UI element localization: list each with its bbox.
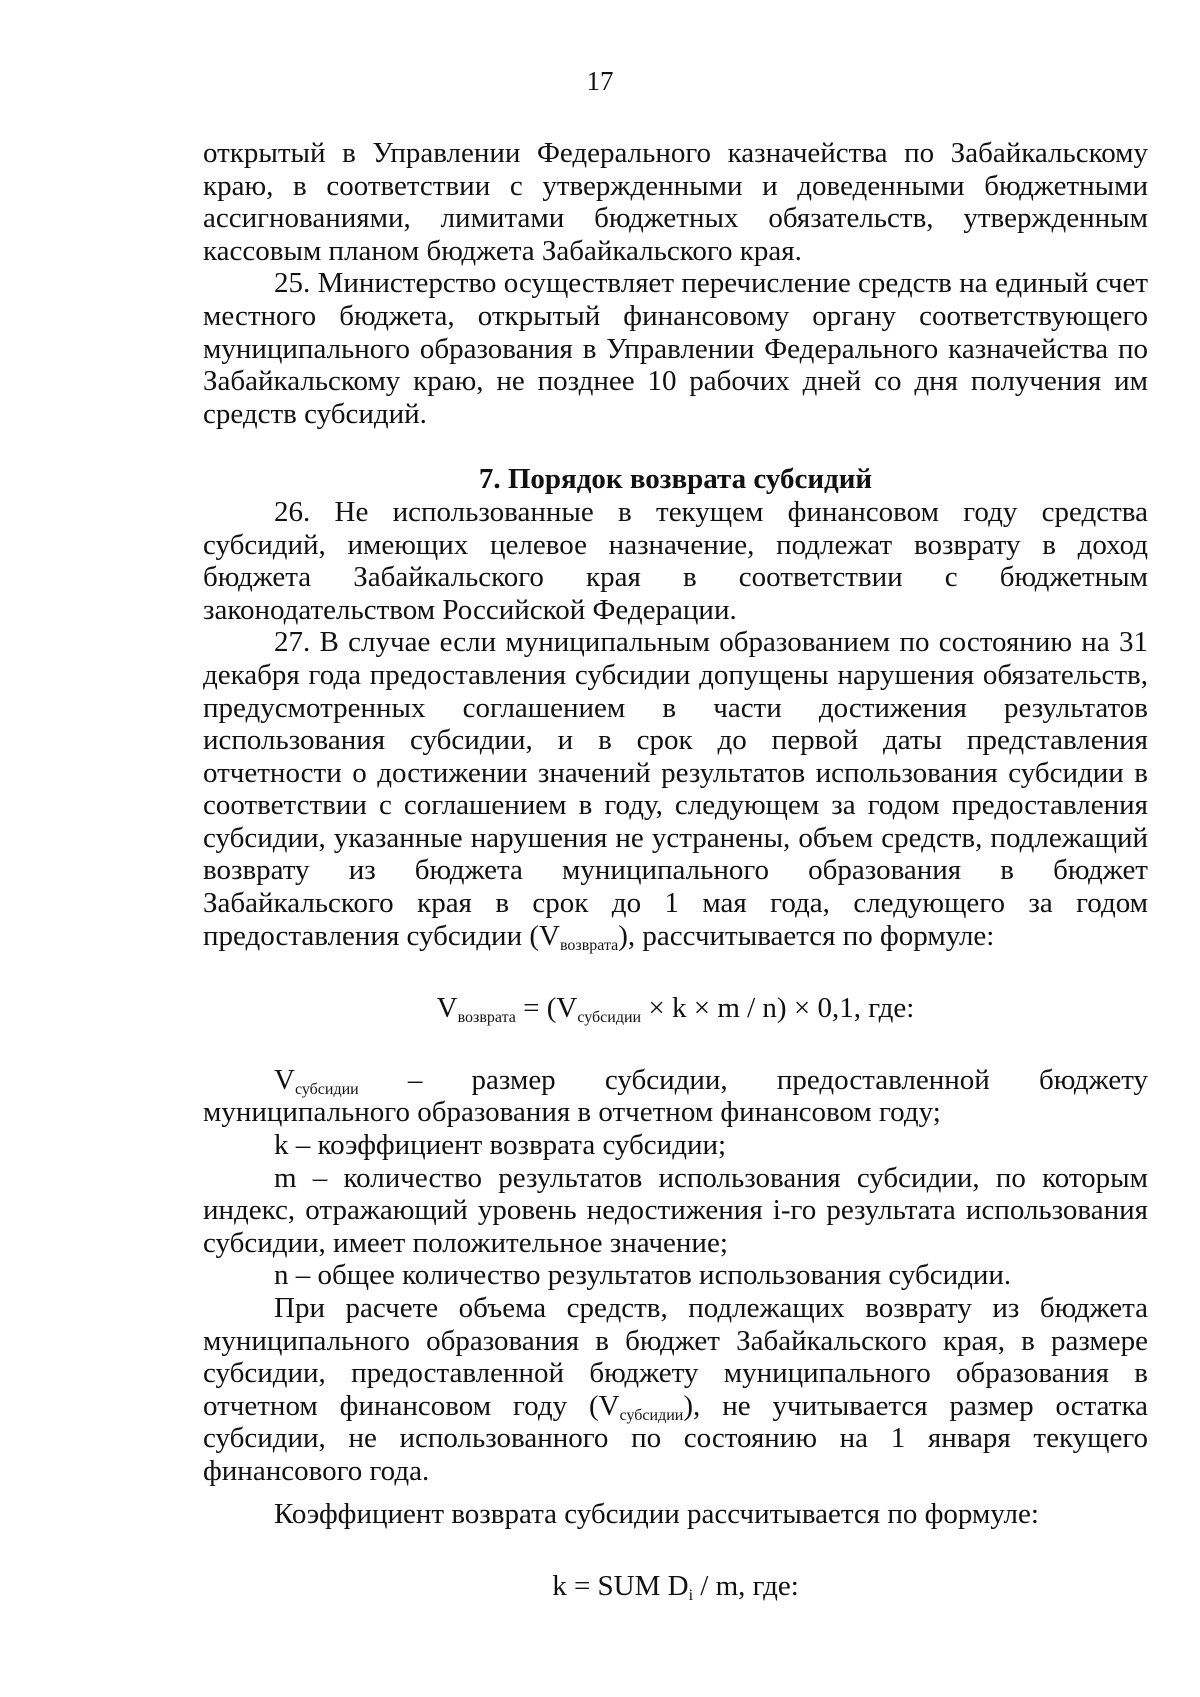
page-number: 17 [586,66,614,96]
paragraph-continuation: открытый в Управлении Федерального казначейства по Забайкальскому краю, в соответствии с утвержденными и доведенными бюджетными ассигнованиями, лимитами бюджетных обязательств, утвержденным кассовым планом бюджета Забайкальского края. [203,137,1148,267]
document-body [203,137,1148,1603]
definition-k: k – коэффициент возврата субсидии; [274,1129,727,1162]
paragraph-27: 27. В случае если муниципальным образованием по состоянию на 31 декабря года предоставления субсидии допущены нарушения обязательств, предусмотренных соглашением в части достижения результатов использования субсидии, и в срок до первой даты представления отчетности о достижении значений результатов использования субсидии в соответствии с соглашением в году, следующем за годом предоставления субсидии, указанные нарушения не устранены, объем средств, подлежащий возврату из бюджета муниципального образования в бюджет Забайкальского края в срок до 1 мая года, следующего за годом предоставления субсидии $(V_{возврата})$, рассчитывается по формуле: [203,626,1148,954]
formula-coefficient: k = SUM $D_i$ / m, где: [552,1570,799,1605]
paragraph-coefficient-intro: Коэффициент возврата субсидии рассчитывается по формуле: [274,1497,1039,1530]
definition-v-subsidy: $V_{субсидии}$ – размер субсидии, предоставленной бюджету муниципального образования в отчетном финансовом году; [203,1063,1148,1129]
section-heading: 7. Порядок возврата субсидий [478,463,873,496]
formula-return-volume: $V_{возврата} = (V_{субсидии} \times k \times m / n) \times 0,1$, где: [436,992,915,1027]
paragraph-26: 26. Не использованные в текущем финансовом году средства субсидий, имеющих целевое назначение, подлежат возврату в доход бюджета Забайкальского края в соответствии с бюджетным законодательством Российской Федерации. [203,495,1148,626]
paragraph-calculation-note: При расчете объема средств, подлежащих возврату из бюджета муниципального образования в бюджет Забайкальского края, в размере субсидии, предоставленной бюджету муниципального образования в отчетном финансовом году $(V_{субсидии})$, не учитывается размер остатка субсидии, не использованного по состоянию на 1 января текущего финансового года. [203,1292,1148,1487]
definition-n: n – общее количество результатов использования субсидии. [274,1259,1012,1292]
paragraph-25: 25. Министерство осуществляет перечисление средств на единый счет местного бюджета, открытый финансовому органу соответствующего муниципального образования в Управлении Федерального казначейства по Забайкальскому краю, не позднее 10 рабочих дней со дня получения им средств субсидий. [203,267,1148,430]
definition-m: m – количество результатов использования субсидии, по которым индекс, отражающий уровень недостижения i-го результата использования субсидии, имеет положительное значение; [203,1161,1148,1259]
